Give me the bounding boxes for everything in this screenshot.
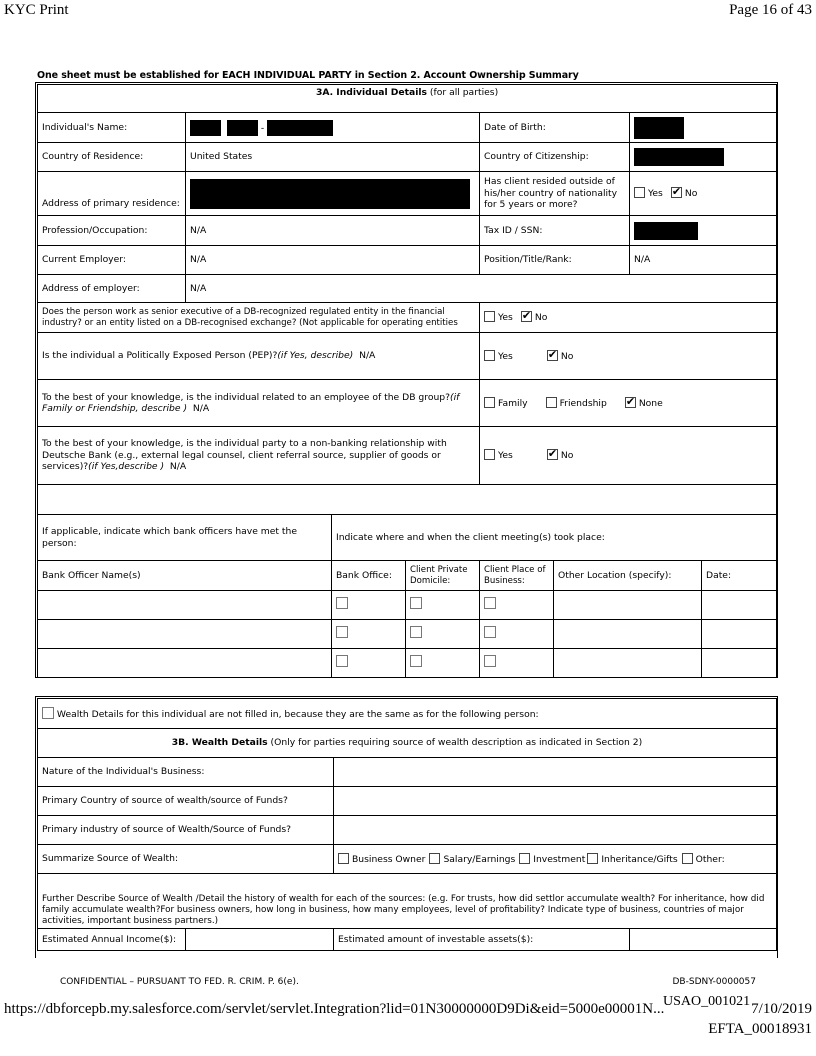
position-value: N/A	[630, 246, 777, 275]
senior-exec-no-checkbox[interactable]	[521, 311, 532, 322]
profession-label: Profession/Occupation:	[38, 216, 186, 246]
wealth-details-table	[37, 698, 777, 951]
officer-name-cell[interactable]	[38, 649, 332, 678]
primary-industry-value[interactable]	[334, 816, 777, 845]
non-banking-yes-checkbox[interactable]	[484, 449, 495, 460]
resided-yes-checkbox[interactable]	[634, 187, 645, 198]
meeting-location-label: Indicate where and when the client meeting(s) took place:	[332, 515, 777, 561]
none-label: None	[638, 397, 663, 409]
dob-value	[630, 113, 777, 143]
same-as-person-text: Wealth Details for this individual are not filled in, because they are the same as for the following person:	[56, 708, 539, 720]
redaction-block	[267, 120, 333, 136]
redaction-block	[190, 179, 470, 209]
related-employee-question: To the best of your knowledge, is the individual related to an employee of the DB group?(if Family or Friendship, describe ) N/A	[38, 380, 480, 427]
no-label: No	[534, 312, 548, 324]
senior-executive-options	[480, 303, 777, 333]
pep-yes-checkbox[interactable]	[484, 350, 495, 361]
confidential-notice: CONFIDENTIAL – PURSUANT TO FED. R. CRIM. P. 6(e).	[60, 977, 299, 987]
yes-label: Yes	[648, 188, 663, 200]
meeting-row	[38, 620, 777, 649]
resided-abroad-options	[630, 172, 777, 216]
client-business-checkbox[interactable]	[484, 597, 496, 609]
redaction-block	[634, 222, 698, 240]
salary-checkbox[interactable]	[429, 853, 440, 864]
other-label: Other:	[695, 853, 725, 865]
taxid-value	[630, 216, 777, 246]
residence-value: United States	[186, 143, 480, 172]
officer-name-cell[interactable]	[38, 591, 332, 620]
bank-office-checkbox[interactable]	[336, 626, 348, 638]
citizenship-label: Country of Citizenship:	[480, 143, 630, 172]
client-business-checkbox[interactable]	[484, 626, 496, 638]
resided-no-checkbox[interactable]	[671, 187, 682, 198]
citizenship-value	[630, 143, 777, 172]
address-label: Address of primary residence:	[38, 172, 186, 216]
inheritance-label: Inheritance/Gifts	[601, 853, 678, 865]
bank-office-checkbox[interactable]	[336, 597, 348, 609]
primary-country-value[interactable]	[334, 787, 777, 816]
yes-label: Yes	[498, 312, 513, 324]
profession-value: N/A	[186, 216, 480, 246]
col-other-location: Other Location (specify):	[554, 561, 702, 591]
efta-stamp: EFTA_00018931	[708, 1021, 812, 1037]
further-describe-text: Further Describe Source of Wealth /Detail the history of wealth for each of the sources: (e.g. For trusts, how did settlor accumulate wealth? For inheritance, how did family accumulate wealth?For business owners, how long in business, how many employees, level of profitability? Indicate type of business, countries of major activities, important business partners.)	[38, 874, 777, 929]
no-label: No	[560, 350, 574, 362]
investment-checkbox[interactable]	[519, 853, 530, 864]
annual-income-label: Estimated Annual Income($):	[38, 929, 186, 951]
pep-question: Is the individual a Politically Exposed Person (PEP)?(if Yes, describe) N/A	[38, 333, 480, 380]
other-location-cell[interactable]	[554, 591, 702, 620]
non-banking-question: To the best of your knowledge, is the individual party to a non-banking relationship with Deutsche Bank (e.g., external legal counsel, client referral source, supplier of goods or services)?(if Yes,describe ) N/A	[38, 427, 480, 485]
redaction-block	[227, 120, 258, 136]
pep-no-checkbox[interactable]	[547, 350, 558, 361]
senior-executive-question: Does the person work as senior executive of a DB-recognized regulated entity in the financial industry? or an entity listed on a DB-recognised exchange? (Not applicable for operating entities	[38, 303, 480, 333]
friendship-checkbox[interactable]	[546, 397, 557, 408]
other-checkbox[interactable]	[682, 853, 693, 864]
business-owner-checkbox[interactable]	[338, 853, 349, 864]
wealth-source-options	[334, 845, 777, 874]
officer-name-cell[interactable]	[38, 620, 332, 649]
col-client-business: Client Place of Business:	[480, 561, 554, 591]
name-label: Individual's Name:	[38, 113, 186, 143]
employer-label: Current Employer:	[38, 246, 186, 275]
senior-exec-yes-checkbox[interactable]	[484, 311, 495, 322]
col-client-domicile: Client Private Domicile:	[406, 561, 480, 591]
non-banking-no-checkbox[interactable]	[547, 449, 558, 460]
bank-office-checkbox[interactable]	[336, 655, 348, 667]
friendship-label: Friendship	[559, 397, 607, 409]
spacer-row	[38, 485, 777, 515]
redaction-block	[634, 148, 724, 166]
meeting-row	[38, 591, 777, 620]
officers-met-label: If applicable, indicate which bank officers have met the person:	[38, 515, 332, 561]
taxid-label: Tax ID / SSN:	[480, 216, 630, 246]
col-bank-office: Bank Office:	[332, 561, 406, 591]
section-3b-title: 3B. Wealth Details (Only for parties requiring source of wealth description as indicated in Section 2)	[38, 729, 777, 758]
primary-industry-label: Primary industry of source of Wealth/Source of Funds?	[38, 816, 334, 845]
residence-label: Country of Residence:	[38, 143, 186, 172]
col-date: Date:	[702, 561, 777, 591]
investable-assets-label: Estimated amount of investable assets($):	[334, 929, 630, 951]
business-owner-label: Business Owner	[352, 853, 426, 865]
none-checkbox[interactable]	[625, 397, 636, 408]
bates-number: DB-SDNY-0000057	[672, 977, 756, 987]
investment-label: Investment	[533, 853, 586, 865]
resided-abroad-question: Has client resided outside of his/her country of nationality for 5 years or more?	[480, 172, 630, 216]
employer-address-value: N/A	[186, 275, 777, 303]
same-as-person-checkbox[interactable]	[42, 707, 54, 719]
client-domicile-checkbox[interactable]	[410, 626, 422, 638]
client-domicile-checkbox[interactable]	[410, 597, 422, 609]
redaction-block	[634, 117, 684, 139]
non-banking-options	[480, 427, 777, 485]
print-date: 7/10/2019	[751, 1001, 812, 1017]
primary-country-label: Primary Country of source of wealth/source of Funds?	[38, 787, 334, 816]
family-checkbox[interactable]	[484, 397, 495, 408]
no-label: No	[560, 450, 574, 462]
investable-assets-value[interactable]	[630, 929, 777, 951]
other-location-cell[interactable]	[554, 620, 702, 649]
page-number: Page 16 of 43	[729, 2, 812, 18]
address-value	[186, 172, 480, 216]
name-separator: -	[260, 122, 265, 133]
employer-address-label: Address of employer:	[38, 275, 186, 303]
source-url: https://dbforcepb.my.salesforce.com/servlet/servlet.Integration?lid=01N30000000D9Di&eid=5000e00001N...	[4, 1001, 665, 1017]
client-domicile-checkbox[interactable]	[410, 655, 422, 667]
date-cell[interactable]	[702, 649, 777, 678]
client-business-checkbox[interactable]	[484, 655, 496, 667]
col-bank-officer: Bank Officer Name(s)	[38, 561, 332, 591]
pep-options	[480, 333, 777, 380]
nature-business-value[interactable]	[334, 758, 777, 787]
family-label: Family	[498, 397, 528, 409]
individual-details-table	[37, 84, 777, 678]
summarize-wealth-label: Summarize Source of Wealth:	[38, 845, 334, 874]
section-3a-title: 3A. Individual Details (for all parties)	[38, 85, 777, 113]
print-header-title: KYC Print	[4, 2, 69, 18]
redaction-block	[190, 120, 221, 136]
other-location-cell[interactable]	[554, 649, 702, 678]
salary-label: Salary/Earnings	[443, 853, 516, 865]
inheritance-checkbox[interactable]	[587, 853, 598, 864]
usao-stamp: USAO_001021	[663, 994, 751, 1009]
yes-label: Yes	[498, 350, 513, 362]
same-as-person-row	[38, 699, 777, 729]
instruction-notice: One sheet must be established for EACH INDIVIDUAL PARTY in Section 2. Account Ownership Summary	[37, 70, 579, 81]
dob-label: Date of Birth:	[480, 113, 630, 143]
no-label: No	[684, 188, 698, 200]
related-employee-options	[480, 380, 777, 427]
date-cell[interactable]	[702, 591, 777, 620]
position-label: Position/Title/Rank:	[480, 246, 630, 275]
employer-value: N/A	[186, 246, 480, 275]
name-value	[186, 113, 480, 143]
date-cell[interactable]	[702, 620, 777, 649]
annual-income-value[interactable]	[186, 929, 334, 951]
nature-business-label: Nature of the Individual's Business:	[38, 758, 334, 787]
meeting-row	[38, 649, 777, 678]
yes-label: Yes	[498, 450, 513, 462]
